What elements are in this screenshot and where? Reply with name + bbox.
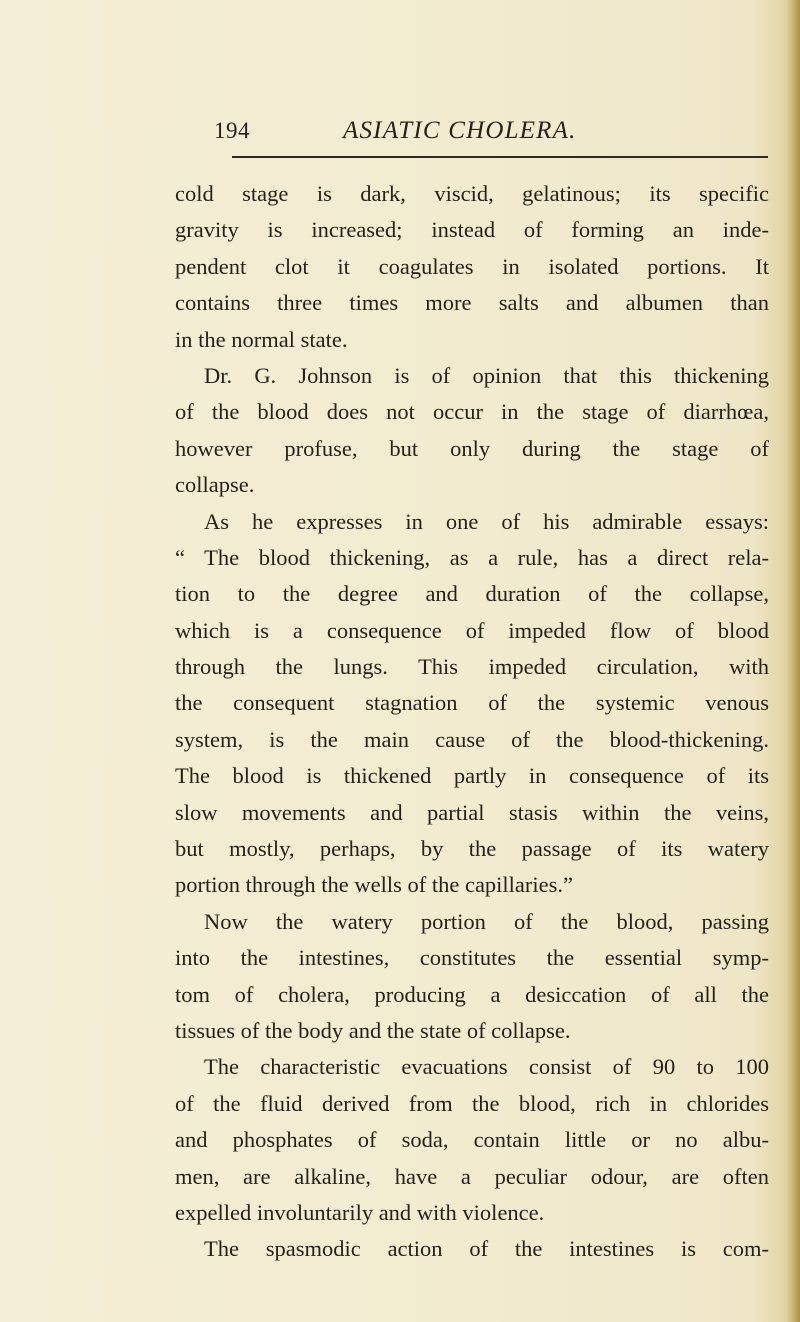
text-line: in the normal state. [175, 326, 348, 352]
text-line: however profuse, but only during the stage of [175, 435, 769, 461]
text-line: The characteristic evacuations consist of 90 to 100 [204, 1054, 769, 1080]
text-line: which is a consequence of impeded flow of blood [175, 617, 769, 643]
text-line: portion through the wells of the capillaries.” [175, 872, 574, 898]
text-line: but mostly, perhaps, by the passage of its watery [175, 836, 769, 862]
text-line: collapse. [175, 472, 255, 498]
text-line: As he expresses in one of his admirable essays: [204, 508, 769, 534]
text-line: the consequent stagnation of the systemic venous [175, 690, 769, 716]
text-line: tom of cholera, producing a desiccation of all the [175, 981, 769, 1007]
body-text [175, 176, 769, 1268]
text-line: The blood is thickened partly in consequence of its [175, 763, 769, 789]
text-line: of the fluid derived from the blood, rich in chlorides [175, 1090, 769, 1116]
text-line: tion to the degree and duration of the collapse, [175, 581, 769, 607]
text-line: through the lungs. This impeded circulation, with [175, 654, 769, 680]
text-line: Dr. G. Johnson is of opinion that this thickening [204, 362, 769, 388]
text-line: of the blood does not occur in the stage of diarrhœa, [175, 399, 769, 425]
header-rule [232, 156, 768, 158]
text-line: “ The blood thickening, as a rule, has a direct rela- [175, 544, 769, 570]
text-line: tissues of the body and the state of collapse. [175, 1017, 571, 1043]
text-line: pendent clot it coagulates in isolated portions. It [175, 253, 769, 279]
text-line: cold stage is dark, viscid, gelatinous; its specific [175, 181, 769, 206]
page-number: 194 [214, 118, 250, 143]
text-line: gravity is increased; instead of forming an inde- [175, 217, 769, 243]
page-edge-shadow [786, 0, 800, 1322]
text-line: men, are alkaline, have a peculiar odour, are often [175, 1163, 769, 1189]
text-line: The spasmodic action of the intestines is com- [204, 1236, 769, 1262]
text-line: into the intestines, constitutes the essential symp- [175, 945, 769, 971]
text-line: contains three times more salts and albumen than [175, 290, 769, 316]
text-line: slow movements and partial stasis within the veins, [175, 799, 769, 825]
text-line: system, is the main cause of the blood-thickening. [175, 726, 769, 752]
text-line: expelled involuntarily and with violence. [175, 1199, 545, 1225]
text-line: Now the watery portion of the blood, passing [204, 908, 769, 934]
running-title: ASIATIC CHOLERA. [343, 117, 577, 144]
text-line: and phosphates of soda, contain little or no albu- [175, 1127, 769, 1153]
running-header [0, 117, 800, 153]
